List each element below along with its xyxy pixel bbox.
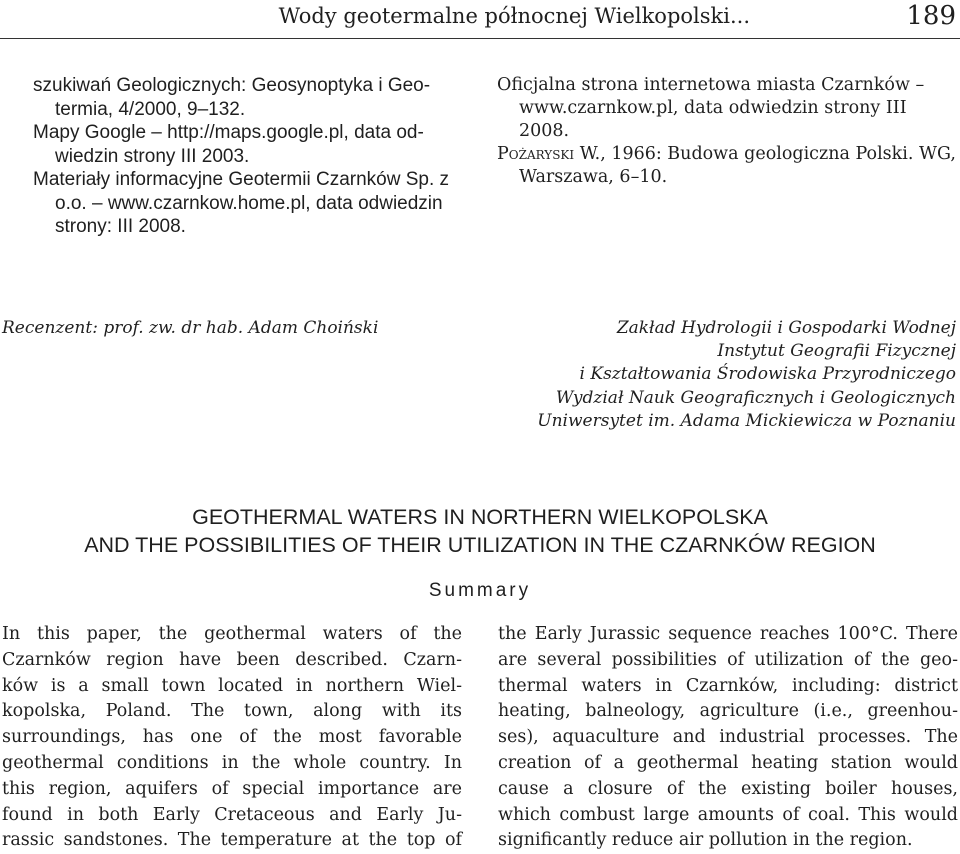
summary-heading: Summary <box>428 580 532 601</box>
running-title: Wody geotermalne północnej Wielkopolski... <box>278 4 750 28</box>
english-title <box>0 503 960 559</box>
summary-line: creation of a geothermal heating station would <box>498 752 958 773</box>
reference-item: Oficjalna strona internetowa miasta Czarnków – www.czarnkow.pl, data odwiedzin strony III 2008. <box>497 75 925 141</box>
summary-left-column <box>2 622 462 854</box>
english-title-line: AND THE POSSIBILITIES OF THEIR UTILIZATION IN THE CZARNKÓW REGION <box>84 533 876 557</box>
affiliation-line: Uniwersytet im. Adama Mickiewicza w Poznaniu <box>537 410 956 431</box>
summary-line: geothermal conditions in the whole country. In <box>2 752 462 773</box>
summary-line: this region, aquifers of special importance are <box>2 778 462 799</box>
summary-line: are several possibilities of utilization of the geo- <box>498 649 958 670</box>
summary-line: which combust large amounts of coal. This would <box>498 804 958 825</box>
summary-line: cause a closure of the existing boiler houses, <box>498 778 958 799</box>
affiliation-line: Instytut Geografii Fizycznej <box>717 341 956 362</box>
summary-line: ków is a small town located in northern Wiel- <box>2 675 462 696</box>
references-right-column <box>497 74 957 189</box>
summary-line: Czarnków region have been described. Czarn- <box>2 649 462 670</box>
references-left-column <box>33 74 463 239</box>
reference-item: Materiały informacyjne Geotermii Czarnków Sp. z o.o. – www.czarnkow.home.pl, data odwiedzin strony: III 2008. <box>33 169 450 237</box>
reviewer-line: Recenzent: prof. zw. dr hab. Adam Choiński <box>2 318 379 338</box>
page-number: 189 <box>906 1 956 31</box>
summary-line: the Early Jurassic sequence reaches 100°C. There <box>498 624 958 644</box>
english-title-line: GEOTHERMAL WATERS IN NORTHERN WIELKOPOLSKA <box>192 505 768 529</box>
header-rule <box>0 38 960 39</box>
summary-line: heating, balneology, agriculture (i.e., greenhou- <box>498 701 958 722</box>
summary-line: In this paper, the geothermal waters of the <box>2 624 462 644</box>
affiliation-line: Zakład Hydrologii i Gospodarki Wodnej <box>616 318 956 338</box>
affiliation-line: Wydział Nauk Geograficznych i Geologicznych <box>555 387 956 408</box>
affiliation-line: i Kształtowania Środowiska Przyrodniczego <box>579 364 956 385</box>
summary-line: significantly reduce air pollution in the region. <box>498 830 913 851</box>
summary-line: rassic sandstones. The temperature at the top of <box>2 830 462 851</box>
reference-item <box>497 143 957 189</box>
reference-item: Mapy Google – http://maps.google.pl, data odwiedzin strony III 2003. <box>33 122 424 167</box>
page-header <box>0 0 960 40</box>
reference-rest: , 1966: Budowa geologiczna Polski. WG, Warszawa, 6–10. <box>519 144 956 187</box>
summary-line: surroundings, has one of the most favorable <box>2 727 462 748</box>
author-affiliation <box>537 317 956 433</box>
summary-line: ses), aquaculture and industrial processes. The <box>498 727 958 748</box>
summary-line: kopolska, Poland. The town, along with its <box>2 701 462 722</box>
summary-right-column <box>498 622 958 854</box>
summary-line: thermal waters in Czarnków, including: district <box>498 675 958 696</box>
reference-item: szukiwań Geologicznych: Geosynoptyka i Geotermia, 4/2000, 9–132. <box>33 75 431 120</box>
reference-author: Pożaryski W. <box>497 144 601 164</box>
summary-line: found in both Early Cretaceous and Early Ju- <box>2 804 462 825</box>
